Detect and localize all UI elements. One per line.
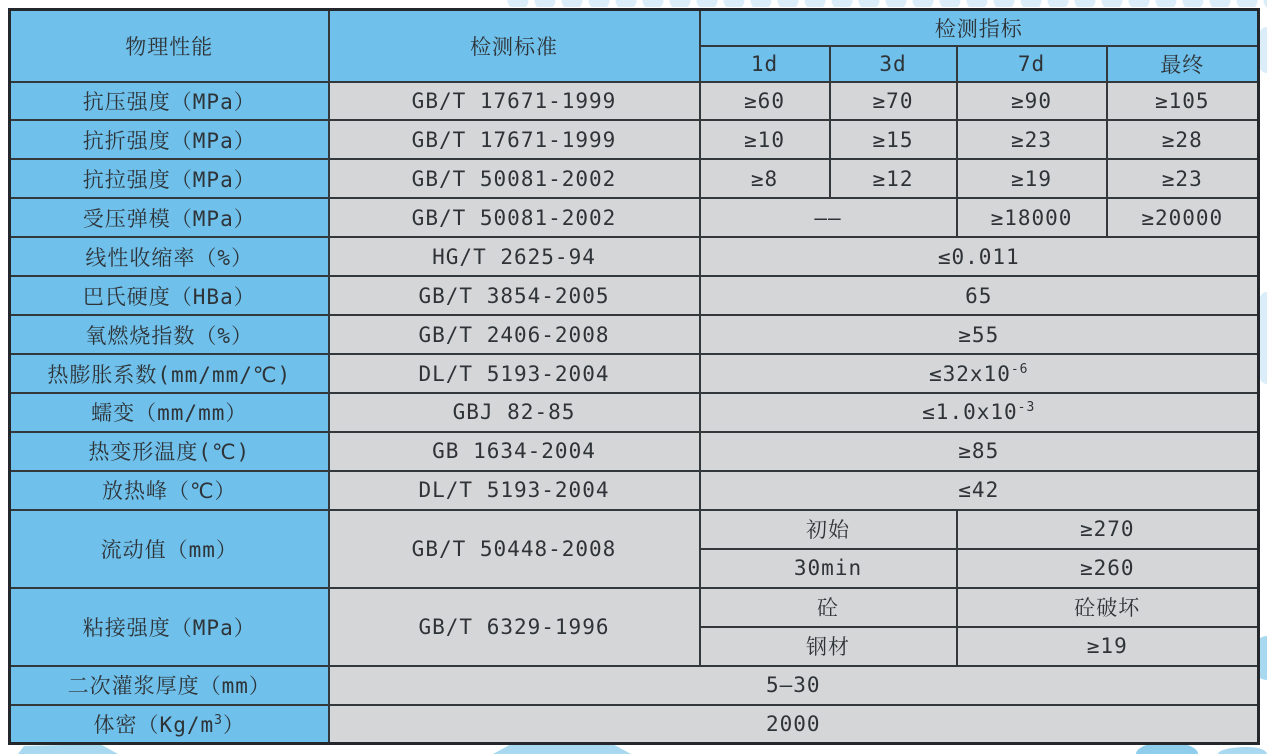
table-row [10, 159, 1259, 198]
column-header-standard: 检测标准 [329, 10, 700, 82]
spec-table [8, 8, 1260, 745]
property-name-cell: 蠕变（mm/mm） [10, 393, 329, 432]
property-name-end: ） [222, 712, 245, 737]
property-name-cell: 受压弹模（MPa） [10, 198, 329, 237]
sub-label-cell: 初始 [700, 510, 957, 549]
property-name-cell: 放热峰（℃） [10, 471, 329, 510]
property-name-cell [10, 705, 329, 744]
decorative-triangle-bottom-left [18, 744, 118, 754]
value-cell: ≥55 [700, 315, 1259, 354]
value-cell: ≥60 [700, 82, 830, 121]
property-name-base: 体密（Kg/m [93, 712, 215, 737]
property-name-cell: 巴氏硬度（HBa） [10, 276, 329, 315]
standard-cell: DL/T 5193-2004 [329, 354, 700, 393]
column-header-age-7d: 7d [957, 46, 1107, 82]
decorative-scallop-border [505, 0, 1267, 7]
value-base: ≤1.0x10 [922, 400, 1018, 425]
value-cell: ≥105 [1107, 82, 1259, 121]
property-name-cell: 抗压强度（MPa） [10, 82, 329, 121]
standard-cell: GB 1634-2004 [329, 432, 700, 471]
standard-cell: GB/T 17671-1999 [329, 82, 700, 121]
table-row [10, 315, 1259, 354]
value-cell: ≥19 [957, 627, 1259, 666]
standard-cell: HG/T 2625-94 [329, 237, 700, 276]
table-row [10, 666, 1259, 705]
standard-cell: GB/T 3854-2005 [329, 276, 700, 315]
value-cell: ≥10 [700, 120, 830, 159]
decorative-sliver-right-top [1259, 27, 1267, 73]
table-row [10, 198, 1259, 237]
value-cell: ≥270 [957, 510, 1259, 549]
property-name-cell: 粘接强度（MPa） [10, 588, 329, 666]
value-cell: ≤42 [700, 471, 1259, 510]
value-cell: ≥90 [957, 82, 1107, 121]
value-cell: ≥23 [1107, 159, 1259, 198]
table-row [10, 705, 1259, 744]
value-cell: ≤0.011 [700, 237, 1259, 276]
table-row [10, 510, 1259, 549]
property-name-cell: 抗拉强度（MPa） [10, 159, 329, 198]
value-cell: ≥260 [957, 549, 1259, 588]
standard-cell: GB/T 50081-2002 [329, 159, 700, 198]
value-cell: ≥12 [830, 159, 957, 198]
value-cell: ≥23 [957, 120, 1107, 159]
decorative-blob-bottom-corner [1218, 747, 1267, 754]
table-row [10, 354, 1259, 393]
standard-cell: GB/T 6329-1996 [329, 588, 700, 666]
table-row [10, 393, 1259, 432]
table-row [10, 276, 1259, 315]
value-exponent: -6 [1010, 361, 1029, 377]
standard-cell: GB/T 50448-2008 [329, 510, 700, 588]
value-cell: ≥18000 [957, 198, 1107, 237]
decorative-sliver-right-middle [1260, 292, 1267, 384]
sub-label-cell: 砼 [700, 588, 957, 627]
value-cell: ≥85 [700, 432, 1259, 471]
value-cell: ≥20000 [1107, 198, 1259, 237]
sub-label-cell: 30min [700, 549, 957, 588]
table-row [10, 471, 1259, 510]
column-header-age-final: 最终 [1107, 46, 1259, 82]
value-cell [700, 393, 1259, 432]
standard-cell: GB/T 17671-1999 [329, 120, 700, 159]
value-cell: 65 [700, 276, 1259, 315]
value-cell: 2000 [329, 705, 1259, 744]
table-row [10, 432, 1259, 471]
sub-label-cell: 钢材 [700, 627, 957, 666]
value-cell-dash: —— [700, 198, 957, 237]
property-name-cell: 流动值（mm） [10, 510, 329, 588]
table-row [10, 237, 1259, 276]
value-base: ≤32x10 [928, 361, 1011, 386]
property-name-cell: 热变形温度(℃) [10, 432, 329, 471]
value-cell: ≥19 [957, 159, 1107, 198]
standard-cell: GBJ 82-85 [329, 393, 700, 432]
standard-cell: GB/T 50081-2002 [329, 198, 700, 237]
table-row [10, 120, 1259, 159]
property-name-cell: 二次灌浆厚度（mm） [10, 666, 329, 705]
property-name-cell: 抗折强度（MPa） [10, 120, 329, 159]
value-cell: ≥8 [700, 159, 830, 198]
column-header-age-1d: 1d [700, 46, 830, 82]
decorative-shape-bottom-center [493, 745, 631, 754]
value-cell: 砼破坏 [957, 588, 1259, 627]
property-name-exponent: 3 [214, 712, 223, 728]
table-row [10, 588, 1259, 627]
standard-cell: DL/T 5193-2004 [329, 471, 700, 510]
standard-cell: GB/T 2406-2008 [329, 315, 700, 354]
value-cell: ≥28 [1107, 120, 1259, 159]
column-header-property: 物理性能 [10, 10, 329, 82]
value-cell: 5—30 [329, 666, 1259, 705]
value-cell: ≥15 [830, 120, 957, 159]
column-header-age-3d: 3d [830, 46, 957, 82]
property-name-cell: 氧燃烧指数（%） [10, 315, 329, 354]
column-header-indicator: 检测指标 [700, 10, 1259, 46]
value-exponent: -3 [1017, 400, 1036, 416]
table-row [10, 82, 1259, 121]
property-name-cell: 热膨胀系数(mm/mm/℃) [10, 354, 329, 393]
property-name-cell: 线性收缩率（%） [10, 237, 329, 276]
value-cell [700, 354, 1259, 393]
value-cell: ≥70 [830, 82, 957, 121]
